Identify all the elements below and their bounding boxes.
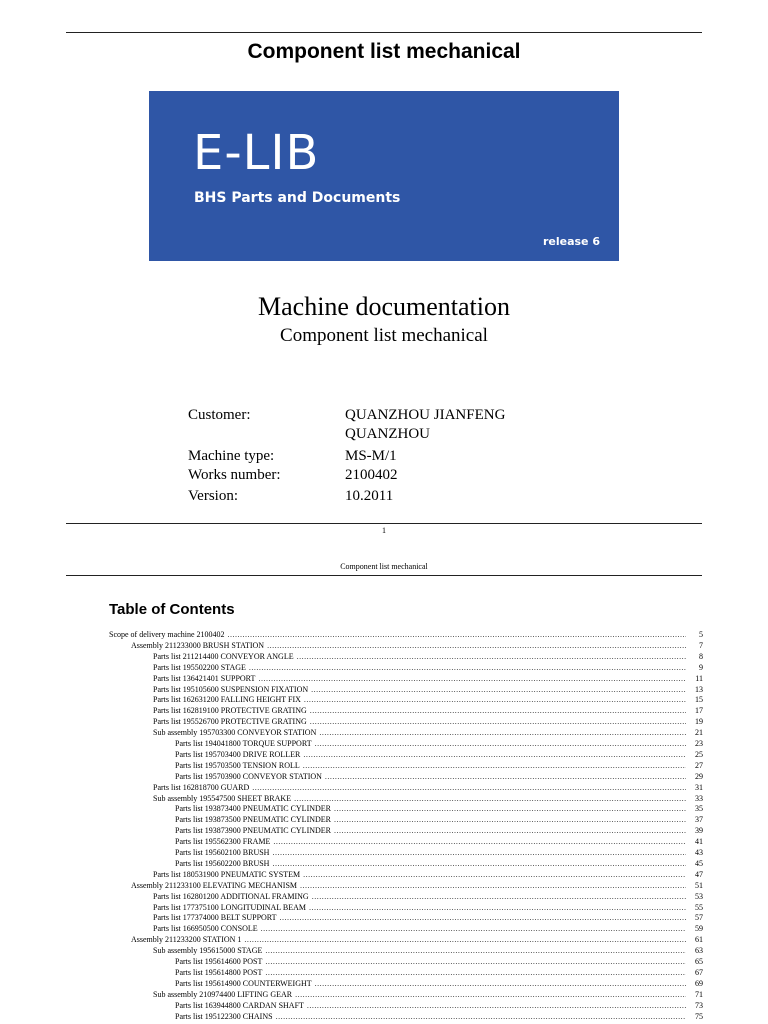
- toc-entry-page: 23: [695, 739, 703, 748]
- elib-banner: [149, 91, 619, 261]
- toc-entry-text: Parts list 195105600 SUSPENSION FIXATION: [153, 684, 309, 694]
- toc-entry-page: 65: [695, 957, 703, 966]
- toc-entry-page: 37: [695, 815, 703, 825]
- toc-entry-page: 35: [695, 804, 703, 814]
- toc-entry[interactable]: [109, 750, 703, 761]
- toc-entry-text: Parts list 166950500 CONSOLE: [153, 924, 258, 934]
- version-row: [188, 487, 545, 506]
- document-heading: Machine documentation: [258, 292, 510, 321]
- toc-entry-text: Parts list 162819100 PROTECTIVE GRATING: [153, 706, 307, 716]
- toc-entry-page: 73: [695, 1000, 703, 1010]
- toc-entry-text: Parts list 163944800 CARDAN SHAFT: [175, 1000, 304, 1010]
- toc-entry[interactable]: [109, 837, 703, 848]
- toc-entry[interactable]: [109, 1012, 703, 1023]
- toc-entry-page: 43: [695, 848, 703, 857]
- toc-entry[interactable]: [109, 739, 703, 750]
- toc-entry[interactable]: [109, 892, 703, 903]
- toc-entry[interactable]: [109, 979, 703, 990]
- toc-entry-page: 13: [695, 684, 703, 694]
- toc-entry-page: 53: [695, 891, 703, 901]
- toc-entry-page: 69: [695, 978, 703, 988]
- toc-entry-text: Parts list 195562300 FRAME: [175, 837, 271, 847]
- toc-entry[interactable]: [109, 706, 703, 717]
- toc-leader-dots: [280, 913, 686, 922]
- toc-entry[interactable]: [109, 1001, 703, 1012]
- toc-entry-text: Sub assembly 210974400 LIFTING GEAR: [153, 989, 293, 999]
- toc-leader-dots: [297, 652, 686, 661]
- toc-entry-text: Parts list 195703400 DRIVE ROLLER: [175, 749, 301, 759]
- toc-leader-dots: [261, 924, 686, 933]
- toc-entry-text: Parts list 136421401 SUPPORT: [153, 673, 256, 683]
- machine-type-label: Machine type:: [188, 448, 275, 464]
- toc-entry[interactable]: [109, 761, 703, 772]
- toc-leader-dots: [276, 1012, 686, 1021]
- version-value: 10.2011: [345, 488, 394, 504]
- document-subheading: Component list mechanical: [280, 325, 488, 346]
- toc-leader-dots: [267, 641, 686, 650]
- toc-leader-dots: [295, 990, 686, 999]
- toc-entry-text: Parts list 162631200 FALLING HEIGHT FIX: [153, 695, 301, 705]
- machine-type-value: MS-M/1: [345, 448, 397, 464]
- toc-entry-text: Parts list 177374000 BELT SUPPORT: [153, 913, 277, 923]
- toc-entry-page: 31: [695, 782, 703, 792]
- version-label: Version:: [188, 488, 238, 504]
- toc-entry-page: 19: [695, 717, 703, 727]
- toc-leader-dots: [244, 935, 686, 944]
- toc-leader-dots: [311, 685, 686, 694]
- toc-entry-page: 63: [695, 946, 703, 956]
- toc-entry[interactable]: [109, 674, 703, 685]
- page-title: Component list mechanical: [247, 40, 521, 63]
- toc-leader-dots: [334, 826, 686, 835]
- toc-leader-dots: [300, 881, 686, 890]
- toc-entry-page: 11: [695, 673, 703, 683]
- machine-details: [188, 406, 545, 506]
- toc-entry[interactable]: [109, 772, 703, 783]
- toc-entry[interactable]: [109, 859, 703, 870]
- toc-entry-text: Parts list 195703900 CONVEYOR STATION: [175, 771, 322, 781]
- toc-entry-page: 61: [695, 935, 703, 945]
- toc-entry-text: Assembly 211233000 BRUSH STATION: [131, 640, 265, 650]
- toc-leader-dots: [325, 772, 686, 781]
- toc-entry-page: 15: [695, 695, 703, 705]
- toc-entry-page: 59: [695, 924, 703, 934]
- works-number-label: Works number:: [188, 467, 281, 483]
- toc-entry-text: Sub assembly 195615000 STAGE: [153, 946, 263, 956]
- toc-leader-dots: [272, 859, 686, 868]
- toc-entry[interactable]: [109, 924, 703, 935]
- toc-entry[interactable]: [109, 685, 703, 696]
- toc-entry[interactable]: [109, 630, 703, 641]
- toc-leader-dots: [310, 717, 686, 726]
- toc-leader-dots: [258, 674, 686, 683]
- toc-entry-page: 8: [699, 651, 703, 661]
- toc-leader-dots: [315, 979, 686, 988]
- toc-leader-dots: [272, 848, 686, 857]
- toc-entry[interactable]: [109, 903, 703, 914]
- toc-entry-page: 71: [695, 989, 703, 999]
- toc-entry[interactable]: [109, 957, 703, 968]
- toc-leader-dots: [273, 837, 686, 846]
- toc-entry-page: 55: [695, 902, 703, 912]
- toc-leader-dots: [249, 663, 686, 672]
- toc-leader-dots: [303, 750, 686, 759]
- toc-entry[interactable]: [109, 815, 703, 826]
- toc-leader-dots: [252, 783, 686, 792]
- toc-entry[interactable]: [109, 663, 703, 674]
- toc-entry-text: Assembly 211233100 ELEVATING MECHANISM: [131, 880, 297, 890]
- toc-entry-text: Parts list 162801200 ADDITIONAL FRAMING: [153, 891, 309, 901]
- customer-value: QUANZHOU JIANFENG QUANZHOU: [345, 407, 506, 442]
- toc-entry[interactable]: [109, 728, 703, 739]
- customer-label: Customer:: [188, 407, 251, 423]
- works-number-row: [188, 466, 545, 485]
- toc-leader-dots: [310, 706, 686, 715]
- toc-entry-page: 29: [695, 771, 703, 781]
- toc-entry[interactable]: [109, 913, 703, 924]
- toc-entry-text: Scope of delivery machine 2100402: [109, 630, 225, 639]
- toc-leader-dots: [315, 739, 686, 748]
- toc-entry[interactable]: [109, 848, 703, 859]
- toc-leader-dots: [303, 870, 686, 879]
- toc-entry-page: 33: [695, 793, 703, 803]
- toc-entry[interactable]: [109, 935, 703, 946]
- toc-entry-text: Parts list 177375100 LONGITUDINAL BEAM: [153, 902, 307, 912]
- toc-entry-page: 5: [699, 630, 703, 639]
- toc-entry-text: Parts list 193873500 PNEUMATIC CYLINDER: [175, 815, 332, 825]
- toc-entry[interactable]: [109, 804, 703, 815]
- toc-leader-dots: [334, 804, 686, 813]
- toc-leader-dots: [303, 761, 686, 770]
- elib-logo: E-LIB: [193, 125, 320, 181]
- toc-entry-text: Parts list 211214400 CONVEYOR ANGLE: [153, 651, 294, 661]
- running-head: Component list mechanical: [340, 562, 428, 571]
- toc-entry-text: Parts list 162818700 GUARD: [153, 782, 250, 792]
- toc-leader-dots: [265, 946, 686, 955]
- toc-leader-dots: [307, 1001, 686, 1010]
- toc-entry-page: 39: [695, 826, 703, 836]
- toc-leader-dots: [334, 815, 686, 824]
- toc-entry-page: 9: [699, 662, 703, 672]
- toc-entry-text: Parts list 193873400 PNEUMATIC CYLINDER: [175, 804, 332, 814]
- toc-entry-page: 75: [695, 1011, 703, 1021]
- toc-entry-text: Parts list 195614900 COUNTERWEIGHT: [175, 978, 312, 988]
- toc-entry-page: 7: [699, 640, 703, 650]
- toc-leader-dots: [309, 903, 686, 912]
- banner-subtitle: BHS Parts and Documents: [194, 190, 401, 206]
- toc-entry-page: 41: [695, 837, 703, 847]
- toc-leader-dots: [312, 892, 686, 901]
- top-rule: [66, 32, 702, 33]
- toc-entry[interactable]: [109, 695, 703, 706]
- toc-entry-page: 45: [695, 858, 703, 868]
- page-number: 1: [382, 526, 386, 535]
- toc-entry-text: Parts list 195614600 POST: [175, 957, 263, 966]
- toc-title: Table of Contents: [109, 601, 235, 618]
- toc-entry[interactable]: [109, 794, 703, 805]
- toc-entry-text: Parts list 194041800 TORQUE SUPPORT: [175, 739, 312, 748]
- toc-entry-page: 51: [695, 880, 703, 890]
- toc-entry[interactable]: [109, 946, 703, 957]
- toc-entry-text: Parts list 195526700 PROTECTIVE GRATING: [153, 717, 307, 727]
- toc-entry-text: Parts list 193873900 PNEUMATIC CYLINDER: [175, 826, 332, 836]
- works-number-value: 2100402: [345, 467, 398, 483]
- running-head-rule: [66, 575, 702, 576]
- toc-entry-page: 21: [695, 728, 703, 738]
- toc-entry[interactable]: [109, 881, 703, 892]
- toc-leader-dots: [319, 728, 686, 737]
- toc-entry-page: 57: [695, 913, 703, 923]
- toc-entry[interactable]: [109, 826, 703, 837]
- toc-entry-text: Parts list 195614800 POST: [175, 967, 263, 977]
- toc-entry-text: Parts list 195602100 BRUSH: [175, 848, 270, 857]
- toc-entry-page: 25: [695, 749, 703, 759]
- toc-entry[interactable]: [109, 652, 703, 663]
- toc-entry-text: Parts list 195502200 STAGE: [153, 662, 246, 672]
- toc-entry[interactable]: [109, 783, 703, 794]
- release-label: release 6: [542, 235, 600, 248]
- footer-rule: [66, 523, 702, 524]
- toc-leader-dots: [294, 794, 686, 803]
- toc-entry-text: Sub assembly 195703300 CONVEYOR STATION: [153, 728, 317, 738]
- toc-entry-text: Parts list 195703500 TENSION ROLL: [175, 760, 300, 770]
- toc-entry-text: Parts list 195122300 CHAINS: [175, 1011, 273, 1021]
- toc-entry[interactable]: [109, 641, 703, 652]
- toc-entry[interactable]: [109, 968, 703, 979]
- customer-row: [188, 406, 545, 444]
- toc-entry-text: Parts list 195602200 BRUSH: [175, 858, 270, 868]
- toc-entry[interactable]: [109, 990, 703, 1001]
- toc-entry-page: 47: [695, 869, 703, 879]
- toc-leader-dots: [228, 630, 686, 639]
- toc-leader-dots: [304, 695, 686, 704]
- toc-entry-text: Parts list 180531900 PNEUMATIC SYSTEM: [153, 869, 301, 879]
- toc-entry[interactable]: [109, 717, 703, 728]
- toc-entry-page: 27: [695, 760, 703, 770]
- toc-entry-text: Assembly 211233200 STATION 1: [131, 935, 242, 945]
- toc-leader-dots: [265, 957, 686, 966]
- toc-leader-dots: [265, 968, 686, 977]
- machine-type-row: [188, 447, 545, 466]
- toc-entry[interactable]: [109, 870, 703, 881]
- toc-entry-page: 67: [695, 967, 703, 977]
- toc-entry-page: 17: [695, 706, 703, 716]
- toc-entry-text: Sub assembly 195547500 SHEET BRAKE: [153, 793, 292, 803]
